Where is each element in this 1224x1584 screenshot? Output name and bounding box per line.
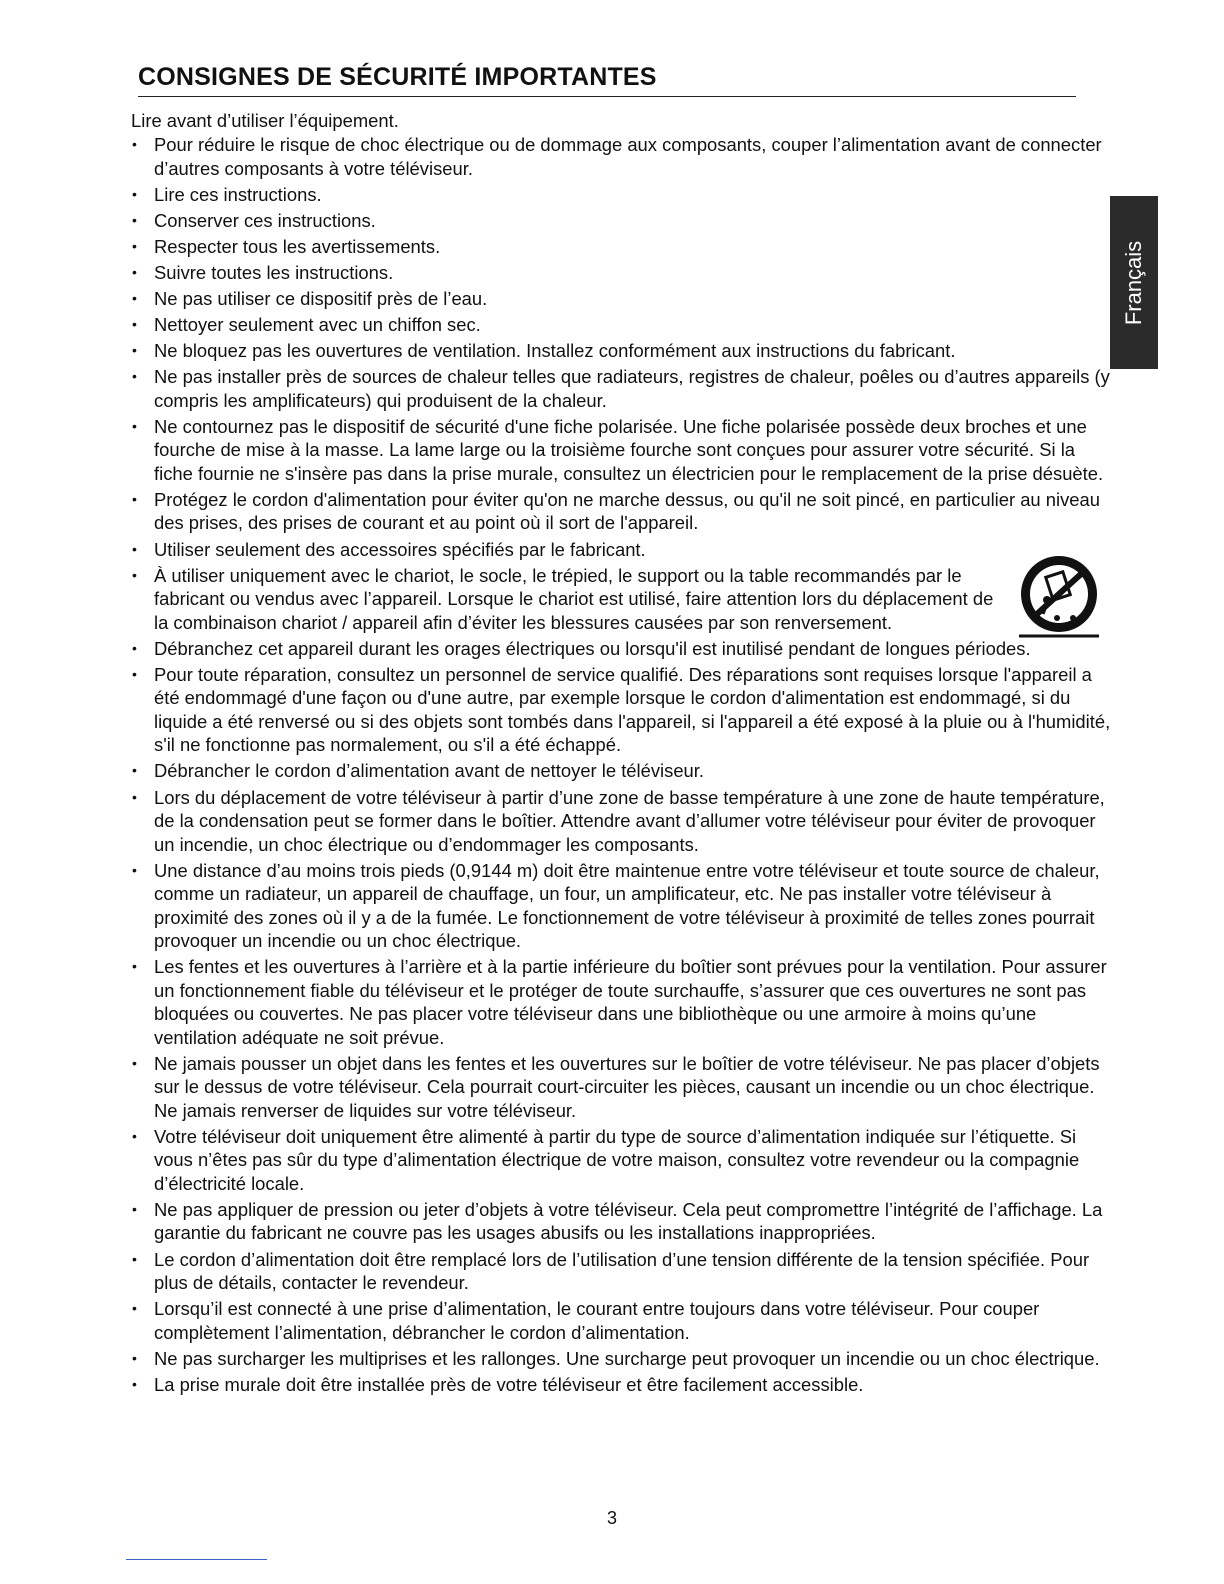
list-item-cart <box>131 564 1111 635</box>
list-item-text: Nettoyer seulement avec un chiffon sec. <box>154 314 481 336</box>
bullet-icon: • <box>132 490 137 507</box>
page-number: 3 <box>606 1508 617 1528</box>
list-item-text: Conserver ces instructions. <box>154 209 376 231</box>
list-item <box>131 955 1111 1049</box>
bullet-icon: • <box>132 342 137 359</box>
bullet-icon: • <box>132 665 137 682</box>
bullet-icon: • <box>132 1250 137 1267</box>
list-item <box>131 339 1111 363</box>
bullet-icon: • <box>132 136 137 152</box>
list-item <box>131 1125 1111 1196</box>
list-item-text: Ne pas utiliser ce dispositif près de l’eau. <box>154 287 488 309</box>
list-item-text: Ne pas appliquer de pression ou jeter d’objets à votre téléviseur. Cela peut compromettre l’intégrité de l’affichage. La garantie du fabricant ne couvre pas les usages abusifs ou les installations inappropriées. <box>154 1198 1103 1244</box>
list-item-text: À utiliser uniquement avec le chariot, le socle, le trépied, le support ou la table recommandés par le fabricant ou vendus avec l’appareil. Lorsque le chariot est utilisé, faire attention lors du déplacement de la combinaison chariot / appareil afin d’éviter les blessures causées par son renversement. <box>154 564 994 633</box>
list-item <box>131 365 1111 412</box>
bullet-icon: • <box>132 237 137 254</box>
list-item <box>131 859 1111 953</box>
list-item <box>131 538 1111 562</box>
list-item-text: Suivre toutes les instructions. <box>154 261 394 283</box>
bullet-icon: • <box>132 289 137 306</box>
list-item-text: Le cordon d’alimentation doit être remplacé lors de l’utilisation d’une tension différente de la tension spécifiée. Pour plus de détails, contacter le revendeur. <box>154 1248 1090 1294</box>
list-item-text: Lors du déplacement de votre téléviseur à partir d’une zone de basse température à une zone de haute température, de la condensation peut se former dans le boîtier. Attendre avant d’allumer votre téléviseur pour éviter de provoquer un incendie, un choc électrique ou d’endommager les composants. <box>154 786 1105 855</box>
list-item <box>131 313 1111 337</box>
bullet-icon: • <box>132 861 137 878</box>
list-item-text: Votre téléviseur doit uniquement être alimenté à partir du type de source d’alimentation indiquée sur l’étiquette. Si vous n’êtes pas sûr du type d’alimentation électrique de votre maison, consultez votre revendeur ou la compagnie d’électricité locale. <box>154 1125 1080 1194</box>
bullet-icon: • <box>132 639 137 656</box>
list-item <box>131 287 1111 311</box>
intro-text: Lire avant d’utiliser l’équipement. <box>131 110 399 131</box>
bullet-icon: • <box>132 1200 137 1217</box>
list-item-text: Lire ces instructions. <box>154 183 322 205</box>
list-item-text: Utiliser seulement des accessoires spécifiés par le fabricant. <box>154 538 646 560</box>
list-item <box>131 1198 1111 1245</box>
list-item-text: Les fentes et les ouvertures à l’arrière et à la partie inférieure du boîtier sont prévues pour la ventilation. Pour assurer un fonctionnement fiable du téléviseur et le protéger de toute surchauffe, s’assurer que ces ouvertures ne sont pas bloquées ou couvertes. Ne pas placer votre téléviseur dans une bibliothèque ou une armoire à moins qu’une ventilation adéquate ne soit prévue. <box>154 956 1107 1048</box>
list-item-text: Ne pas surcharger les multiprises et les rallonges. Une surcharge peut provoquer un incendie ou un choc électrique. <box>154 1347 1100 1369</box>
list-item <box>131 1248 1111 1295</box>
list-item <box>131 488 1111 535</box>
list-item <box>131 133 1111 180</box>
list-item-text: Ne contournez pas le dispositif de sécurité d'une fiche polarisée. Une fiche polarisée possède deux broches et une fourche de mise à la masse. La lame large ou la troisième fourche sont conçues pour assurer votre sécurité. Si la fiche fournie ne s'insère pas dans la prise murale, consultez un électricien pour le remplacement de la prise désuète. <box>154 415 1104 484</box>
list-item <box>131 235 1111 259</box>
list-item-text: Pour toute réparation, consultez un personnel de service qualifié. Des réparations sont requises lorsque l'appareil a été endommagé d'une façon ou d'une autre, par exemple lorsque le cordon d'alimentation est endommagé, si du liquide a été renversé ou si des objets sont tombés dans l'appareil, si l'appareil a été exposé à la pluie ou à l'humidité, s'il ne fonctionne pas normalement, ou s'il a été échappé. <box>154 663 1111 756</box>
list-item <box>131 1347 1111 1371</box>
list-item-text: Lorsqu’il est connecté à une prise d’alimentation, le courant entre toujours dans votre téléviseur. Pour couper complètement l’alimentation, débrancher le cordon d’alimentation. <box>154 1298 1040 1343</box>
bullet-icon: • <box>132 540 137 557</box>
bullet-icon: • <box>132 1300 137 1317</box>
bullet-icon: • <box>132 263 137 280</box>
list-item <box>131 786 1111 857</box>
list-item-text: Ne bloquez pas les ouvertures de ventilation. Installez conformément aux instructions du fabricant. <box>154 340 956 362</box>
list-item <box>131 637 1111 661</box>
list-item-text: La prise murale doit être installée près de votre téléviseur et être facilement accessible. <box>154 1373 864 1395</box>
tip-over-cart-warning-icon <box>1013 552 1105 648</box>
safety-instructions-list <box>131 133 1111 1399</box>
bullet-icon: • <box>132 566 137 583</box>
page-title: CONSIGNES DE SÉCURITÉ IMPORTANTES <box>138 60 1076 97</box>
list-item <box>131 1297 1111 1344</box>
bullet-icon: • <box>132 1349 137 1366</box>
bullet-icon: • <box>132 788 137 805</box>
bullet-icon: • <box>132 1127 137 1144</box>
bullet-icon: • <box>132 417 137 434</box>
list-item <box>131 663 1111 757</box>
bullet-icon: • <box>132 368 137 385</box>
list-item-text: Protégez le cordon d'alimentation pour éviter qu'on ne marche dessus, ou qu'il ne soit pincé, en particulier au niveau des prises, des prises de courant et au point où il sort de l'appareil. <box>154 488 1100 534</box>
list-item <box>131 1052 1111 1123</box>
list-item-text: Ne pas installer près de sources de chaleur telles que radiateurs, registres de chaleur, poêles ou d’autres appareils (y compris les amplificateurs) qui produisent de la chaleur. <box>154 366 1110 411</box>
list-item-text: Respecter tous les avertissements. <box>154 235 441 257</box>
language-tab <box>1110 196 1158 369</box>
list-item-text: Une distance d’au moins trois pieds (0,9144 m) doit être maintenue entre votre téléviseur et toute source de chaleur, comme un radiateur, un appareil de chauffage, un four, un amplificateur, etc. Ne pas installer votre téléviseur à proximité des zones où il y a de la fumée. Le fonctionnement de votre téléviseur à proximité de telles zones pourrait provoquer un incendie ou un choc électrique. <box>154 859 1100 952</box>
language-tab-label: Français <box>1121 240 1147 325</box>
bullet-icon: • <box>132 1375 137 1392</box>
bullet-icon: • <box>132 316 137 333</box>
footer-divider <box>126 1559 267 1560</box>
list-item <box>131 1373 1111 1397</box>
bullet-icon: • <box>132 1054 137 1071</box>
list-item-text: Pour réduire le risque de choc électrique ou de dommage aux composants, couper l’alimentation avant de connecter d’autres composants à votre téléviseur. <box>154 134 1102 179</box>
list-item <box>131 209 1111 233</box>
list-item <box>131 759 1111 783</box>
list-item <box>131 183 1111 207</box>
list-item <box>131 261 1111 285</box>
bullet-icon: • <box>132 185 137 202</box>
list-item-text: Débrancher le cordon d’alimentation avant de nettoyer le téléviseur. <box>154 760 705 782</box>
bullet-icon: • <box>132 211 137 228</box>
list-item-text: Ne jamais pousser un objet dans les fentes et les ouvertures sur le boîtier de votre téléviseur. Ne pas placer d’objets sur le dessus de votre téléviseur. Cela pourrait court-circuiter les pièces, causant un incendie ou un choc électrique. Ne jamais renverser de liquides sur votre téléviseur. <box>154 1052 1100 1121</box>
bullet-icon: • <box>132 762 137 779</box>
list-item <box>131 415 1111 486</box>
list-item-text: Débranchez cet appareil durant les orages électriques ou lorsqu'il est inutilisé pendant de longues périodes. <box>154 637 1031 659</box>
bullet-icon: • <box>132 958 137 975</box>
